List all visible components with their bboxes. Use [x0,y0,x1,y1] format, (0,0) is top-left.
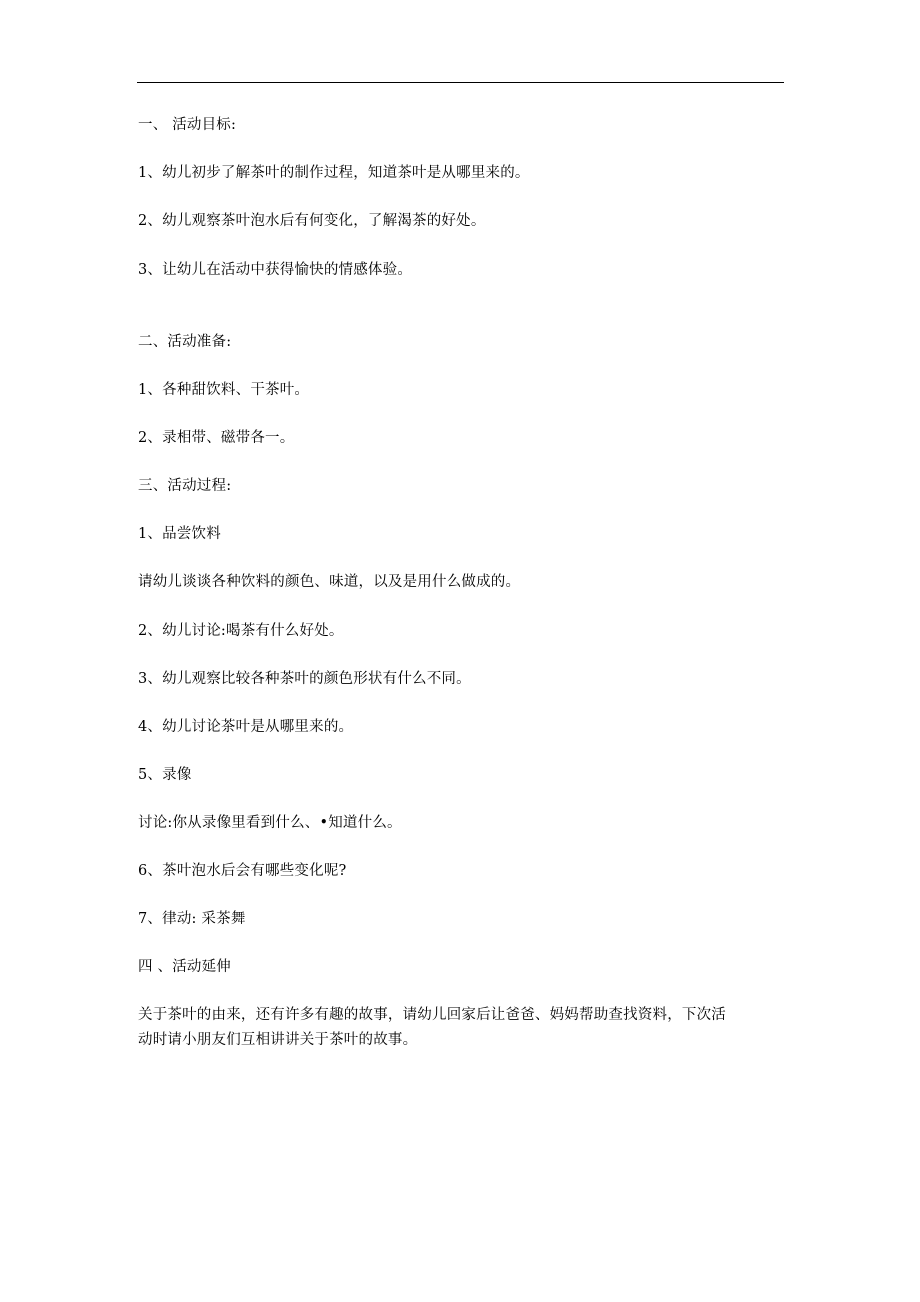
goal-item-2: 2、幼儿观察茶叶泡水后有何变化，了解渴茶的好处。 [138,213,486,229]
process-item-9: 7、律动: 采茶舞 [138,911,246,927]
section-heading-preparation: 二、活动准备: [138,334,232,350]
section-heading-process: 三、活动过程: [138,478,232,494]
preparation-item-1: 1、各种甜饮料、干茶叶。 [138,382,310,398]
goal-item-1: 1、幼儿初步了解茶叶的制作过程，知道茶叶是从哪里来的。 [138,165,530,181]
process-item-3: 2、幼儿讨论:喝茶有什么好处。 [138,623,344,639]
process-item-7: 讨论:你从录像里看到什么、•知道什么。 [138,815,402,831]
goal-item-3: 3、让幼儿在活动中获得愉快的情感体验。 [138,262,413,278]
header-rule [137,82,784,83]
section-heading-extension: 四 、活动延伸 [138,959,232,975]
process-item-1: 1、品尝饮料 [138,526,221,542]
process-item-6: 5、录像 [138,767,192,783]
process-item-5: 4、幼儿讨论茶叶是从哪里来的。 [138,719,354,735]
process-item-4: 3、幼儿观察比较各种茶叶的颜色形状有什么不同。 [138,671,471,687]
extension-paragraph [138,1003,788,1053]
preparation-item-2: 2、录相带、磁带各一。 [138,430,295,446]
process-item-2: 请幼儿谈谈各种饮料的颜色、味道，以及是用什么做成的。 [138,574,521,590]
extension-paragraph-line-1: 关于茶叶的由来，还有许多有趣的故事，请幼儿回家后让爸爸、妈妈帮助查找资料，下次活 [138,1007,726,1023]
section-heading-goals: 一、 活动目标: [138,117,237,133]
extension-paragraph-line-2: 动时请小朋友们互相讲讲关于茶叶的故事。 [138,1032,418,1048]
process-item-8: 6、茶叶泡水后会有哪些变化呢? [138,863,347,879]
